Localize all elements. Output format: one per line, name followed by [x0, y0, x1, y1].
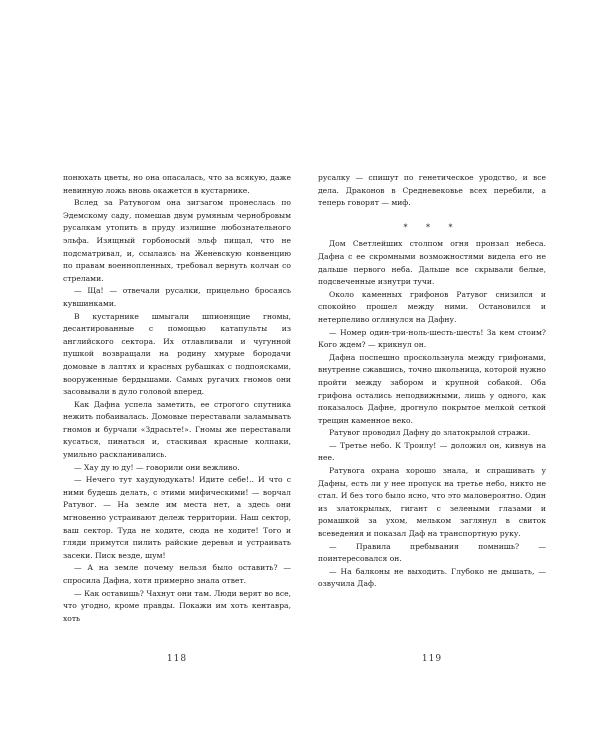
paragraph: — Третье небо. К Троилу! — доложил он, кивнув на нее.: [318, 440, 546, 463]
paragraph: Ратувога охрана хорошо знала, и спрашивать у Дафны, есть ли у нее пропуск на третье небо, никто не стал. И без того было ясно, что это маловероятно. Один из златокрылых, гигант с зелеными глазами и ромашкой за ухом, мельком заглянул в свиток всеведения и показал Даф на транспортную руку.: [318, 466, 546, 539]
paragraph: понюхать цветы, но она опасалась, что за всякую, даже невинную ложь вновь окажется в кустарнике.: [63, 173, 291, 195]
page-number-right: 119: [421, 654, 443, 664]
paragraph: Вслед за Ратувогом она зигзагом пронеслась по Эдемскому саду, помешав двум румяным чернобровым русалкам утопить в пруду излишне любознательного эльфа. Изящный горбоносый эльф пищал, что не подсматривал, и, ссылаясь на Женевскую конвенцию по правам военнопленных, требовал вернуть колчан со стрелами.: [63, 198, 291, 283]
left-page-text: [63, 172, 291, 625]
paragraph: — А на земле почему нельзя было оставить? — спросила Дафна, хотя примерно знала ответ.: [63, 563, 291, 585]
paragraph: — Нечего тут хаудуюдукать! Идите себе!.. И что с ними будешь делать, с этими мифическими! — ворчал Ратувог. — На земле им места нет, а здесь они мгновенно устраивают дележ территории. Наш сектор, ваш сектор. Туда не ходите, сюда не ходите! Того и гляди примутся пилить райские деревья и устраивать засеки. Писк везде, шум!: [63, 475, 291, 560]
paragraph: русалку — спишут по генетическое уродство, и все дела. Драконов в Средневековье всех перебили, а теперь говорят — миф.: [318, 173, 546, 208]
section-separator: * * *: [403, 222, 461, 232]
paragraph: В кустарнике шмыгали шпионящие гномы, десантированные с помощью катапульты из английского сектора. Их отлавливали и чугунной пушкой возвращали на родину хмурые бородачи домовые в лаптях и красных рубашках с подпоясками, вооруженные бердышами. Самых ругачих гномов они засовывали в дуло головой вперед.: [63, 311, 291, 397]
paragraph: Около каменных грифонов Ратувог снизился и спокойно прошел между ними. Остановился и нетерпеливо оглянулся на Дафну.: [318, 289, 546, 324]
paragraph: — Ща! — отвечали русалки, прицельно бросаясь кувшинками.: [63, 286, 291, 308]
page-number-left: 118: [166, 654, 188, 664]
paragraph: — Номер один-три-ноль-шесть-шесть! За кем стоим? Кого ждем? — крикнул он.: [318, 327, 546, 350]
right-page-text: [318, 172, 546, 591]
paragraph: — Правила пребывания помнишь? — поинтересовался он.: [318, 541, 546, 564]
paragraph: — Как оставишь? Чахнут они там. Люди верят во все, что угодно, кроме правды. Покажи им хоть кентавра, хоть: [63, 588, 291, 623]
paragraph: Дом Светлейших столпом огня пронзал небеса. Дафна с ее скромными возможностями видела его не дальше первого неба. Дальше все скрывали белые, подсвеченные изнутри тучи.: [318, 239, 546, 287]
paragraph: — На балконы не выходить. Глубоко не дышать, — озвучила Даф.: [318, 566, 546, 589]
paragraph: Дафна поспешно проскользнула между грифонами, внутренне сжавшись, точно школьница, которой нужно пройти между забором и крупной собакой. Оба грифона остались неподвижными, лишь у одного, как показалось Дафне, дрогнуло покрытое мелкой сеткой трещин каменное веко.: [318, 352, 546, 425]
paragraph: Ратувог проводил Дафну до златокрылой стражи.: [329, 428, 531, 438]
paragraph: — Хау ду ю ду! — говорили они вежливо.: [74, 462, 240, 472]
paragraph: Как Дафна успела заметить, ее строгого спутника нежить побаивалась. Домовые переставали заламывать гномов и бурчали «Здрасьте!». Гномы же переставали кусаться, пинаться и, стаскивая красные колпаки, умильно раскланивались.: [63, 399, 291, 460]
